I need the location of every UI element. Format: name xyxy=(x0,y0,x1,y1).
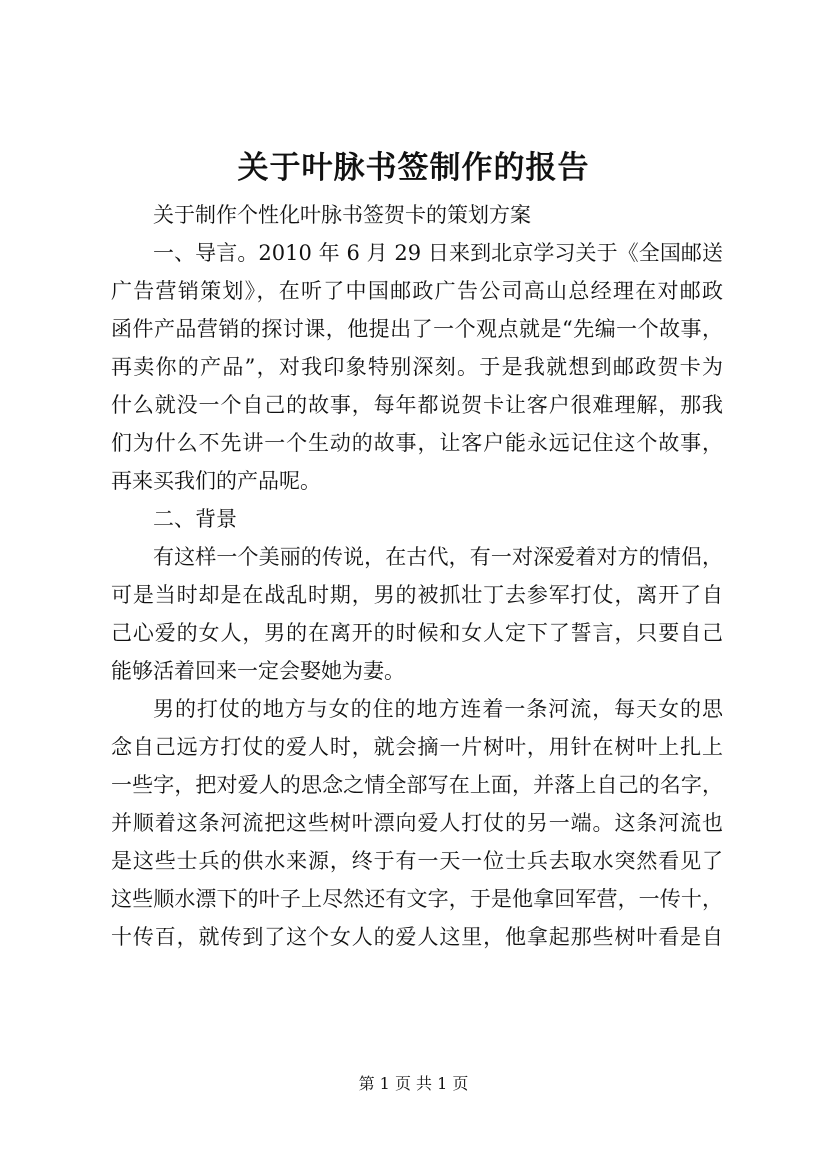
paragraph-story xyxy=(111,690,723,956)
paragraph-line: 一、导言。2010 年 6 月 29 日来到北京学习关于《全国邮送 xyxy=(153,241,723,265)
paragraph-background-heading xyxy=(111,500,723,538)
document-title: 关于叶脉书签制作的报告 xyxy=(237,150,590,186)
paragraph-line: 再卖你的产品”，对我印象特别深刻。于是我就想到邮政贺卡为 xyxy=(111,355,723,379)
paragraph-line: 己心爱的女人，男的在离开的时候和女人定下了誓言，只要自己 xyxy=(111,621,723,645)
paragraph-line: 关于制作个性化叶脉书签贺卡的策划方案 xyxy=(153,203,531,227)
paragraph-line: 再来买我们的产品呢。 xyxy=(111,469,321,493)
paragraph-line: 函件产品营销的探讨课，他提出了一个观点就是“先编一个故事， xyxy=(111,317,723,341)
paragraph-line: 这些顺水漂下的叶子上尽然还有文字，于是他拿回军营，一传十， xyxy=(111,887,723,911)
paragraph-subtitle xyxy=(111,196,723,234)
paragraph-line: 是这些士兵的供水来源，终于有一天一位士兵去取水突然看见了 xyxy=(111,849,723,873)
paragraph-line: 一些字，把对爱人的思念之情全部写在上面，并落上自己的名字， xyxy=(111,773,723,797)
document-body xyxy=(111,196,723,956)
paragraph-line: 念自己远方打仗的爱人时，就会摘一片树叶，用针在树叶上扎上 xyxy=(111,735,723,759)
paragraph-line: 有这样一个美丽的传说，在古代，有一对深爱着对方的情侣， xyxy=(153,545,723,569)
paragraph-line: 并顺着这条河流把这些树叶漂向爱人打仗的另一端。这条河流也 xyxy=(111,811,723,835)
paragraph-line: 们为什么不先讲一个生动的故事，让客户能永远记住这个故事， xyxy=(111,431,723,455)
paragraph-line: 能够活着回来一定会娶她为妻。 xyxy=(111,659,405,683)
paragraph-introduction xyxy=(111,234,723,500)
paragraph-line: 二、背景 xyxy=(153,507,237,531)
paragraph-line: 十传百，就传到了这个女人的爱人这里，他拿起那些树叶看是自 xyxy=(111,925,723,949)
paragraph-line: 可是当时却是在战乱时期，男的被抓壮丁去参军打仗，离开了自 xyxy=(111,583,723,607)
paragraph-line: 男的打仗的地方与女的住的地方连着一条河流，每天女的思 xyxy=(153,697,723,721)
paragraph-legend xyxy=(111,538,723,690)
page-number: 第 1 页 共 1 页 xyxy=(358,1074,469,1093)
paragraph-line: 什么就没一个自己的故事，每年都说贺卡让客户很难理解，那我 xyxy=(111,393,723,417)
paragraph-line: 广告营销策划》，在听了中国邮政广告公司高山总经理在对邮政 xyxy=(111,279,723,303)
